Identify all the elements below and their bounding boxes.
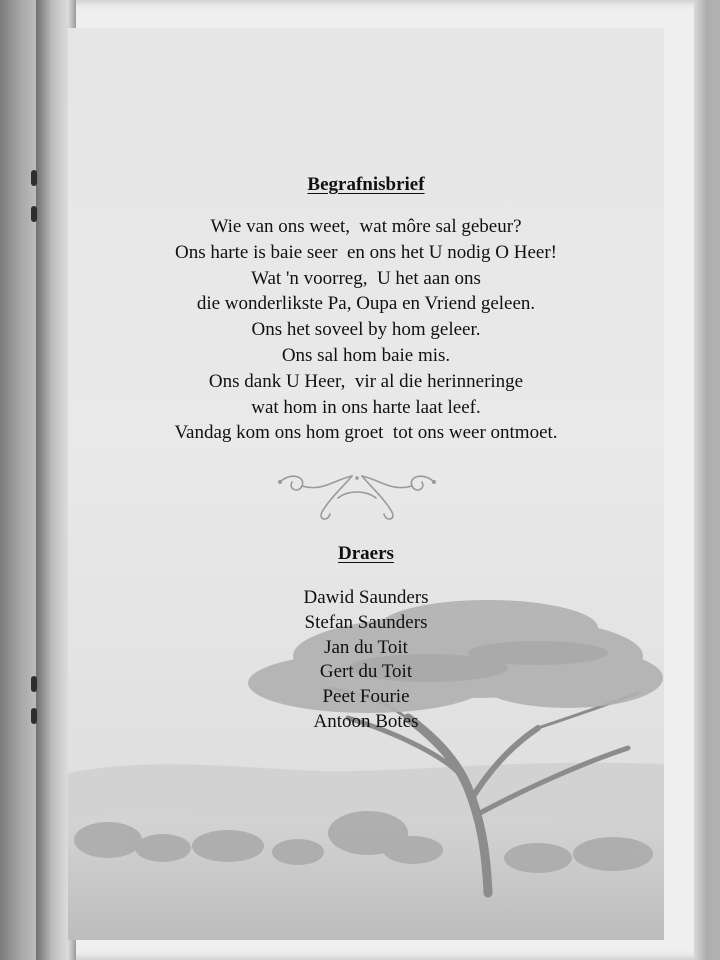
poem-line: Wie van ons weet, wat môre sal gebeur? xyxy=(210,216,522,237)
poem-line: Ons harte is baie seer en ons het U nodig O Heer! xyxy=(175,241,557,263)
bearers-title: Draers xyxy=(338,543,394,564)
text-layer xyxy=(68,28,664,940)
binding-staple xyxy=(31,170,37,186)
poem-line: Ons het soveel by hom geleer. xyxy=(251,319,481,341)
bearer-name: Gert du Toit xyxy=(319,661,413,683)
page-right-edge xyxy=(694,0,708,960)
bearer-name: Peet Fourie xyxy=(322,686,410,708)
bearer-name: Stefan Saunders xyxy=(304,611,428,633)
bearer-name: Jan du Toit xyxy=(324,636,408,658)
poem-title: Begrafnisbrief xyxy=(307,174,425,195)
poem-line: Wat 'n voorreg, U het aan ons xyxy=(251,267,481,289)
bearer-name: Antoon Botes xyxy=(313,710,419,732)
bearer-name: Dawid Saunders xyxy=(303,587,429,608)
binding-staple xyxy=(31,206,37,222)
poem-line: Ons sal hom baie mis. xyxy=(281,344,451,366)
printed-area xyxy=(68,28,664,940)
scroll-flourish-icon xyxy=(272,468,442,524)
poem-line: die wonderlikste Pa, Oupa en Vriend geleen. xyxy=(196,293,536,315)
poem-line: Vandag kom ons hom groet tot ons weer ontmoet. xyxy=(174,422,558,444)
poem-line: wat hom in ons harte laat leef. xyxy=(251,396,481,418)
bearers-list xyxy=(68,586,664,735)
poem-line: Ons dank U Heer, vir al die herinneringe xyxy=(208,370,524,392)
binding-staple xyxy=(31,676,37,692)
binding-staple xyxy=(31,708,37,724)
poem-body xyxy=(68,214,664,446)
